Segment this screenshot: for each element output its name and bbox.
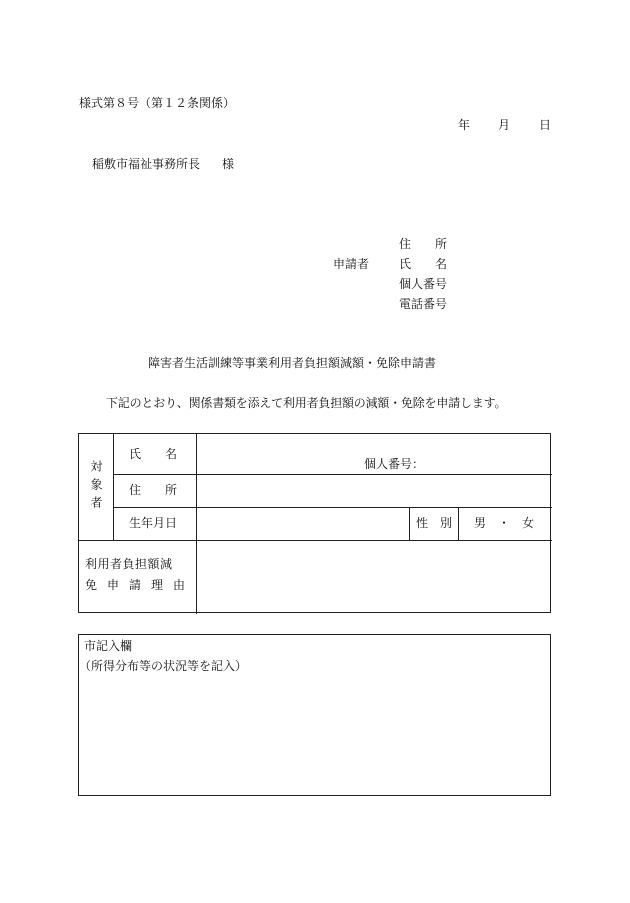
applicant-name-label: 氏 名: [399, 257, 448, 271]
date-year-label: 年: [458, 118, 471, 132]
city-entry-box: [78, 634, 551, 796]
table-rule: [196, 434, 197, 614]
reason-label-line2: 免申請理由: [85, 578, 196, 592]
date-day-label: 日: [539, 118, 552, 132]
table-rule: [458, 507, 459, 540]
applicant-details-table: [78, 433, 551, 613]
city-section-title: 市記入欄: [84, 639, 133, 653]
form-number: 様式第８号（第１２条関係）: [79, 96, 236, 110]
birthdate-label: 生年月日: [129, 516, 178, 530]
applicant-personal-number-label: 個人番号: [399, 277, 448, 291]
applicant-phone-label: 電話番号: [399, 297, 448, 311]
table-rule: [113, 474, 552, 475]
applicant-address-label: 住 所: [399, 237, 448, 251]
name-label: 氏 名: [129, 447, 178, 461]
document-title: 障害者生活訓練等事業利用者負担額減額・免除申請書: [148, 356, 437, 370]
recipient-honorific: 様: [222, 157, 235, 171]
gender-options: 男 ・ 女: [474, 516, 535, 530]
subject-label: 対象者: [89, 460, 103, 514]
personal-number-label: 個人番号：: [364, 457, 425, 471]
table-rule: [113, 507, 552, 508]
city-section-note: （所得分布等の状況等を記入）: [79, 659, 248, 673]
applicant-section-label: 申請者: [333, 257, 370, 271]
address-label: 住 所: [129, 483, 178, 497]
table-rule: [113, 434, 114, 540]
table-rule: [79, 540, 552, 541]
gender-label: 性 別: [416, 516, 453, 530]
reason-label-line1: 利用者負担額減: [85, 557, 173, 571]
document-intro: 下記のとおり、関係書類を添えて利用者負担額の減額・免除を申請します。: [106, 396, 507, 410]
date-month-label: 月: [498, 118, 511, 132]
recipient-name: 稲敷市福祉事務所長: [92, 157, 201, 171]
table-rule: [409, 507, 410, 540]
